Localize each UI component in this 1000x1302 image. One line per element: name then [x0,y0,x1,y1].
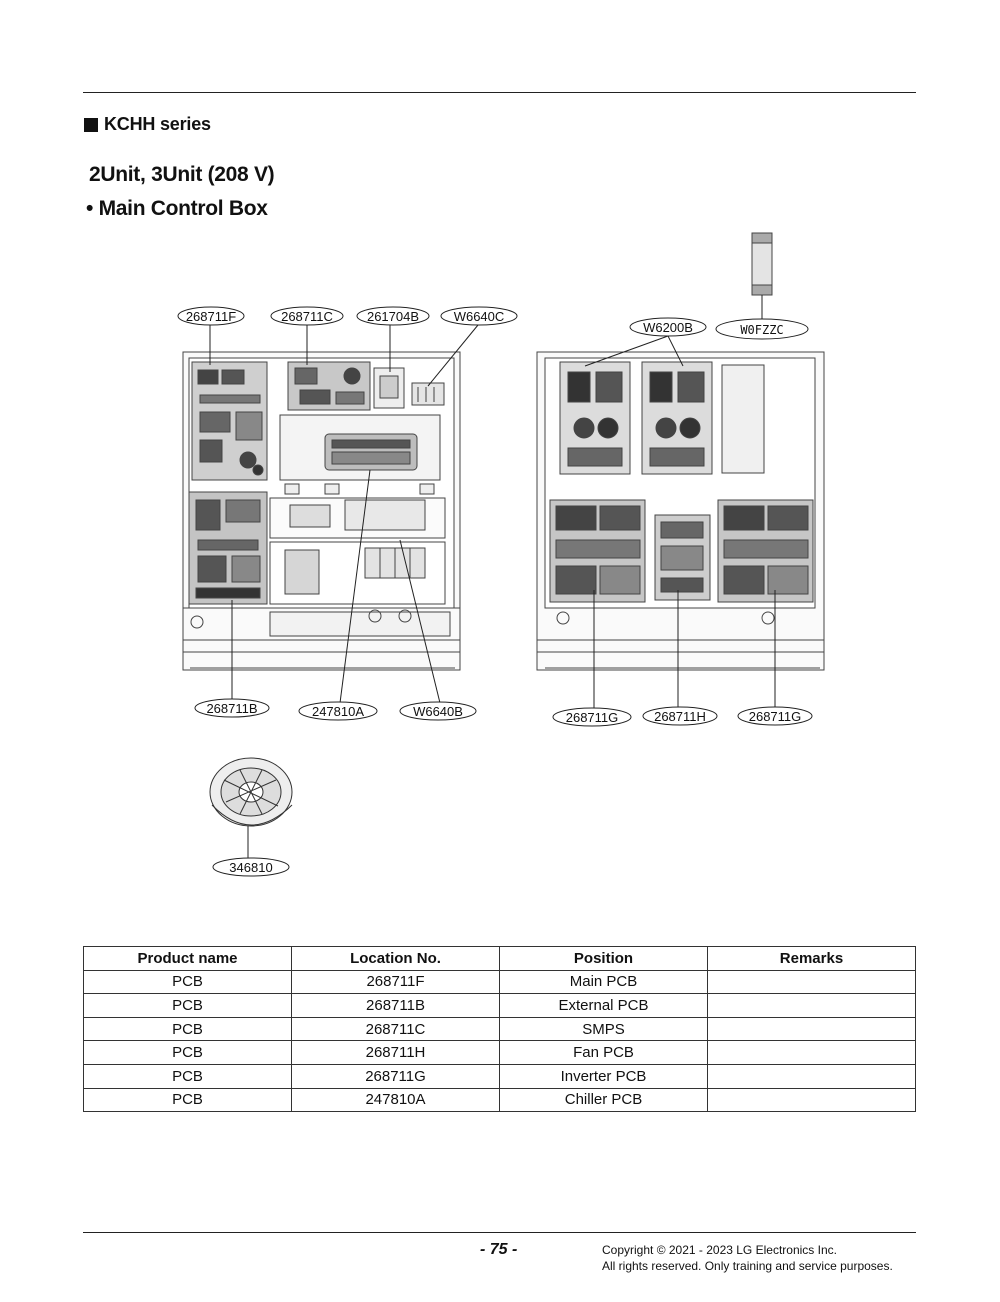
callout-268711H-label: 268711H [654,709,706,724]
callout-261704B [357,307,429,325]
smps-part [288,362,370,410]
cell-position: Main PCB [500,970,708,994]
callout-247810A-label: 247810A [311,704,365,719]
cell-product-name: PCB [84,1088,292,1112]
header-location-no: Location No. [292,947,500,971]
table-row [84,1064,916,1088]
cell-product-name: PCB [84,994,292,1018]
callout-268711F-label: 268711F [185,309,237,324]
table-row [84,1041,916,1065]
table-row [84,1017,916,1041]
copyright [602,1242,893,1274]
callout-261704B-label: 261704B [366,309,420,324]
copyright-line-1: Copyright © 2021 - 2023 LG Electronics Inc. [602,1243,837,1257]
table-header-row [84,947,916,971]
callout-268711G-right [738,707,812,725]
left-control-box [183,352,460,670]
callout-W6640C [441,307,517,325]
callout-W6640C-label: W6640C [453,309,505,324]
cell-product-name: PCB [84,1041,292,1065]
callout-247810A [299,702,377,720]
header-position: Position [500,947,708,971]
callout-W0FZZC-label: W0FZZC [740,323,784,337]
callout-W6200B-label: W6200B [643,320,693,335]
fan-part [210,758,292,858]
cell-position: External PCB [500,994,708,1018]
chiller-pcb-part [280,415,440,480]
callout-268711G-left [553,708,631,726]
reactor-right-part [642,362,712,474]
reactor-left-part [560,362,630,474]
callout-268711G-left-label: 268711G [565,710,619,725]
cell-location-no: 268711H [292,1041,500,1065]
cell-location-no: 247810A [292,1088,500,1112]
breaker-part [285,550,319,594]
terminal-part [412,383,444,405]
callout-W6640B-label: W6640B [413,704,463,719]
callout-268711C [271,307,343,325]
page-subtitle: 2Unit, 3Unit (208 V) [89,163,275,186]
cell-location-no: 268711B [292,994,500,1018]
callout-268711F [178,307,244,325]
cell-position: Inverter PCB [500,1064,708,1088]
cell-remarks [708,994,916,1018]
callout-346810 [213,858,289,876]
callout-268711C-label: 268711C [281,309,333,324]
cell-location-no: 268711C [292,1017,500,1041]
external-pcb-part [189,492,267,604]
cell-position: SMPS [500,1017,708,1041]
callout-268711B-label: 268711B [206,701,258,716]
right-control-box [537,352,824,670]
cell-remarks [708,1017,916,1041]
cell-product-name: PCB [84,970,292,994]
callout-W6640B [400,702,476,720]
fan-pcb-part [655,515,710,600]
table-row [84,994,916,1018]
parts-table [83,946,916,1112]
callout-268711H [643,707,717,725]
bottom-rule [83,1232,916,1233]
copyright-line-2: All rights reserved. Only training and service purposes. [602,1259,893,1273]
callout-268711B [195,699,269,717]
fuse-part [752,233,772,320]
cell-remarks [708,1088,916,1112]
cell-location-no: 268711G [292,1064,500,1088]
section-title-text: KCHH series [104,114,211,134]
diagram-title: • Main Control Box [86,197,268,220]
cell-product-name: PCB [84,1017,292,1041]
page-number: - 75 - [480,1241,518,1258]
callout-W0FZZC [716,319,808,339]
cell-remarks [708,1041,916,1065]
header-product-name: Product name [84,947,292,971]
cell-position: Fan PCB [500,1041,708,1065]
table-row [84,970,916,994]
callout-W6200B [630,318,706,336]
cell-position: Chiller PCB [500,1088,708,1112]
cell-remarks [708,970,916,994]
header-remarks: Remarks [708,947,916,971]
cell-remarks [708,1064,916,1088]
callout-346810-label: 346810 [229,860,273,875]
callout-268711G-right-label: 268711G [748,709,802,724]
main-pcb-part [192,362,267,480]
cell-location-no: 268711F [292,970,500,994]
table-row [84,1088,916,1112]
cell-product-name: PCB [84,1064,292,1088]
inverter-pcb-left-part [550,500,645,602]
inverter-pcb-right-part [718,500,813,602]
